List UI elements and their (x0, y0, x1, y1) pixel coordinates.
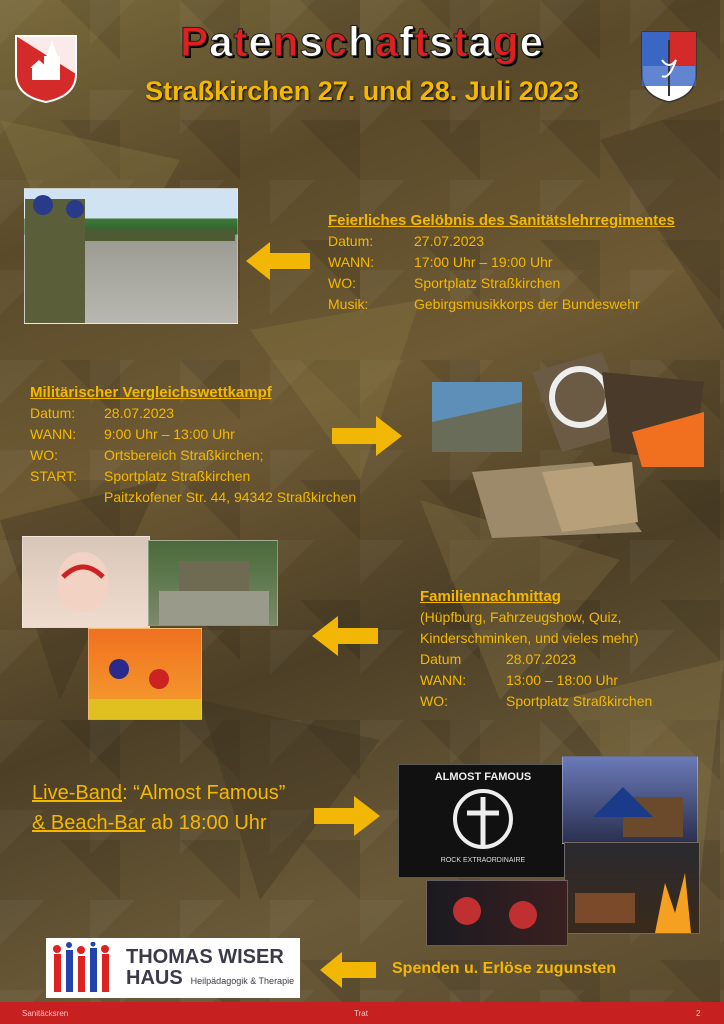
title-letter: a (468, 18, 493, 65)
event-competition-label: Datum: (30, 405, 76, 421)
event-pledge-section (328, 210, 708, 315)
event-competition-label: START: (30, 468, 77, 484)
event-competition-value: Ortsbereich Straßkirchen; (104, 447, 264, 463)
title-letter: a (209, 18, 234, 65)
event-pledge-value: 17:00 Uhr – 19:00 Uhr (414, 254, 553, 270)
event-competition-row (30, 466, 390, 487)
title-letter: c (323, 18, 349, 65)
title-letter: t (233, 18, 249, 65)
title-letter: t (414, 18, 430, 65)
face-paint-photo (22, 536, 150, 628)
title-letter: s (299, 18, 324, 65)
bouncy-castle-photo (88, 628, 202, 720)
title-letter: h (348, 18, 375, 65)
event-pledge-row (328, 273, 708, 294)
title-letter: e (248, 18, 273, 65)
sponsor-name: THOMAS WISER (126, 945, 284, 968)
arrow-left-icon (312, 616, 378, 656)
arrow-left-icon (246, 242, 310, 280)
event-family-label: Datum (420, 651, 462, 667)
vehicle-show-photo (148, 540, 278, 626)
footer-center: Trat (354, 1009, 368, 1018)
competition-photo-collage (432, 342, 704, 538)
event-competition-title: Militärischer Vergleichswettkampf (30, 384, 272, 401)
event-family-section (420, 586, 710, 712)
bar-time: ab 18:00 Uhr (145, 812, 267, 834)
band-section (32, 778, 322, 838)
footer-bar (0, 1002, 724, 1024)
event-pledge-value: Sportplatz Straßkirchen (414, 275, 561, 291)
sponsor-tagline: Heilpädagogik & Therapie (190, 975, 295, 986)
band-poster-bottom: ROCK EXTRAORDINAIRE (440, 857, 526, 864)
thomas-wiser-haus-logo (46, 938, 300, 998)
arrow-left-icon (320, 952, 376, 988)
event-competition-row (30, 487, 390, 508)
event-family-desc: Kinderschminken, und vieles mehr) (420, 630, 639, 646)
event-family-row (420, 649, 710, 670)
event-pledge-label: WANN: (328, 254, 375, 270)
event-family-value: 28.07.2023 (506, 651, 577, 667)
event-family-value: Sportplatz Straßkirchen (506, 693, 653, 709)
title-letter: e (519, 18, 544, 65)
event-pledge-row (328, 294, 708, 315)
people-logo-icon (50, 942, 120, 994)
bar-label: & Beach-Bar (32, 812, 146, 834)
event-competition-value: 9:00 Uhr – 13:00 Uhr (104, 426, 235, 442)
footer-left: Sanitäcksren (22, 1009, 69, 1018)
event-competition-value: Paitzkofener Str. 44, 94342 Straßkirchen (104, 489, 357, 505)
beach-bar-photo (562, 756, 698, 844)
event-pledge-label: Musik: (328, 296, 369, 312)
title-letter: s (429, 18, 454, 65)
sponsor-name-2: HAUS (126, 966, 183, 989)
title-letter: n (272, 18, 300, 65)
event-family-desc: (Hüpfburg, Fahrzeugshow, Quiz, (420, 609, 622, 625)
page-subtitle: Straßkirchen 27. und 28. Juli 2023 (145, 76, 579, 106)
title-letter: a (374, 18, 400, 65)
band-logo-icon (399, 783, 567, 853)
band-name: : “Almost Famous” (122, 782, 286, 804)
event-competition-value: Sportplatz Straßkirchen (104, 468, 251, 484)
event-competition-label (30, 487, 104, 508)
event-pledge-row (328, 231, 708, 252)
arrow-right-icon (314, 796, 380, 836)
event-pledge-label: WO: (328, 275, 356, 291)
footer-page-number: 2 (696, 1009, 701, 1018)
event-family-title: Familiennachmittag (420, 588, 561, 605)
event-pledge-value: Gebirgsmusikkorps der Bundeswehr (414, 296, 640, 312)
bonfire-photo (564, 842, 700, 934)
soldiers-ceremony-photo (24, 188, 238, 324)
band-poster-top: ALMOST FAMOUS (434, 771, 532, 783)
event-competition-label: WANN: (30, 426, 77, 442)
title-letter: f (399, 18, 415, 65)
donation-text: Spenden u. Erlöse zugunsten (392, 960, 617, 977)
event-pledge-row (328, 252, 708, 273)
event-family-row (420, 691, 710, 712)
event-pledge-value: 27.07.2023 (414, 233, 485, 249)
drummers-photo (426, 880, 568, 946)
title-letter: g (492, 18, 520, 65)
event-competition-value: 28.07.2023 (104, 405, 175, 421)
event-pledge-label: Datum: (328, 233, 374, 249)
title-letter: P (180, 18, 210, 65)
event-pledge-title: Feierliches Gelöbnis des Sanitätslehrregimentes (328, 212, 675, 229)
band-poster (398, 764, 568, 878)
event-family-value: 13:00 – 18:00 Uhr (506, 672, 619, 688)
event-family-row (420, 670, 710, 691)
page-title (0, 18, 724, 66)
event-competition-label: WO: (30, 447, 58, 463)
event-family-label: WANN: (420, 672, 467, 688)
band-label: Live-Band (32, 782, 123, 804)
event-family-label: WO: (420, 693, 448, 709)
title-letter: t (453, 18, 469, 65)
arrow-right-icon (332, 416, 402, 456)
